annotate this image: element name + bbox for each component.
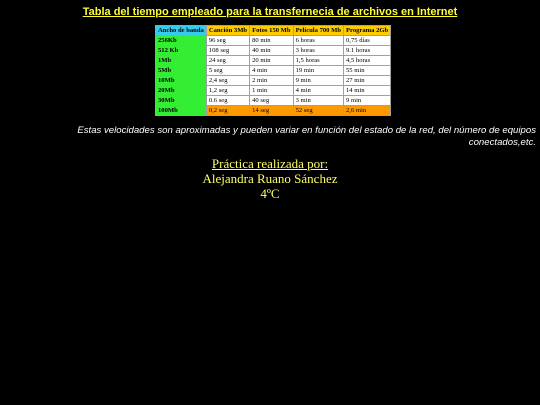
header-program: Programa 2Gb [344, 26, 391, 36]
page-title[interactable]: Tabla del tiempo empleado para la transfernecia de archivos en Internet [82, 6, 458, 18]
table-row [156, 76, 391, 86]
cell-program: 0,75 días [344, 36, 391, 46]
header-photos: Fotos 150 Mb [250, 26, 293, 36]
cell-program: 9 min [344, 96, 391, 106]
cell-photos: 2 min [250, 76, 293, 86]
cell-program: 9.1 horas [344, 46, 391, 56]
cell-photos: 40 seg [250, 96, 293, 106]
header-movie: Película 700 Mb [293, 26, 343, 36]
header-bandwidth: Ancho de banda [156, 26, 207, 36]
author-name: Alejandra Ruano Sánchez [202, 171, 338, 186]
disclaimer-note: Estas velocidades son aproximadas y pueden variar en función del estado de la red, del número de equipos conectados,etc. [77, 125, 536, 148]
table-row [156, 46, 391, 56]
cell-song: 96 seg [206, 36, 249, 46]
cell-photos: 80 min [250, 36, 293, 46]
cell-photos: 40 min [250, 46, 293, 56]
cell-song: 1,2 seg [206, 86, 249, 96]
cell-movie: 1,5 horas [293, 56, 343, 66]
row-bandwidth: 20Mb [156, 86, 207, 96]
cell-movie: 19 min [293, 66, 343, 76]
row-bandwidth: 512 Kb [156, 46, 207, 56]
cell-program: 14 min [344, 86, 391, 96]
table-row [156, 86, 391, 96]
table-row [156, 36, 391, 46]
cell-photos: 4 min [250, 66, 293, 76]
cell-photos: 14 seg [250, 106, 293, 116]
transfer-time-table [155, 25, 391, 116]
cell-song: 24 seg [206, 56, 249, 66]
cell-program: 27 min [344, 76, 391, 86]
cell-program: 4,5 horas [344, 56, 391, 66]
cell-movie: 52 seg [293, 106, 343, 116]
cell-song: 108 seg [206, 46, 249, 56]
header-song: Canción 3Mb [206, 26, 249, 36]
cell-song: 0.6 seg [206, 96, 249, 106]
row-bandwidth: 10Mb [156, 76, 207, 86]
cell-song: 2,4 seg [206, 76, 249, 86]
cell-movie: 4 min [293, 86, 343, 96]
cell-program: 2,6 min [344, 106, 391, 116]
cell-song: 0,2 seg [206, 106, 249, 116]
cell-song: 5 seg [206, 66, 249, 76]
table-row [156, 66, 391, 76]
table-row-highlighted [156, 106, 391, 116]
cell-movie: 9 min [293, 76, 343, 86]
cell-photos: 1 min [250, 86, 293, 96]
table-header-row [156, 26, 391, 36]
cell-photos: 20 min [250, 56, 293, 66]
cell-program: 55 min [344, 66, 391, 76]
cell-movie: 3 min [293, 96, 343, 106]
row-bandwidth: 256Kb [156, 36, 207, 46]
row-bandwidth: 5Mb [156, 66, 207, 76]
course-label: 4ºC [260, 186, 280, 201]
cell-movie: 6 horas [293, 36, 343, 46]
credit-block [0, 156, 540, 201]
row-bandwidth: 100Mb [156, 106, 207, 116]
table-row [156, 96, 391, 106]
credit-heading[interactable]: Práctica realizada por: [211, 156, 329, 171]
table-row [156, 56, 391, 66]
cell-movie: 3 horas [293, 46, 343, 56]
row-bandwidth: 1Mb [156, 56, 207, 66]
row-bandwidth: 30Mb [156, 96, 207, 106]
